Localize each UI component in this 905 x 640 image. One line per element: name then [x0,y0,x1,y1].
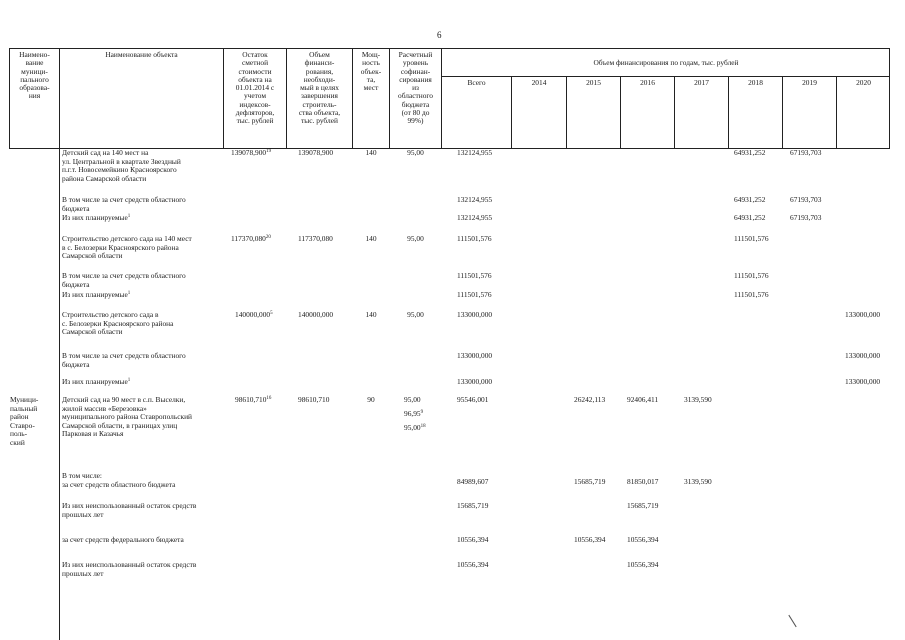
remaining-cost-value: 98610,710$^{16}$ [235,395,272,404]
total-value: 111501,576 [457,234,492,243]
year-2020-value: 133000,000 [845,351,881,360]
page-number: 6 [437,30,442,40]
object-name: Из них планируемые$^1$ [62,290,131,299]
year-2018-value: 111501,576 [734,234,769,243]
year-2016-value: 10556,394 [627,535,659,544]
capacity-value: 90 [367,395,375,404]
financing-volume-value: 98610,710 [298,395,330,404]
year-2017-value: 3139,590 [684,477,712,486]
header-year-2019: 2019 [802,78,817,87]
object-name: В том числе за счет средств областного бюджета [62,195,186,213]
year-2016-value: 10556,394 [627,560,659,569]
header-capacity: Мощ- ность объек- та, мест [360,50,382,93]
total-value: 133000,000 [457,351,493,360]
header-object: Наименование объекта [105,50,178,59]
total-value: 95546,001 [457,395,489,404]
object-name: за счет средств федерального бюджета [62,535,184,544]
total-value: 15685,719 [457,501,489,510]
header-financing-volume: Объем финанси- рования, необходи- мый в целях завершения строитель- ства объекта, тыс. рублей [298,50,341,126]
header-year-2018: 2018 [748,78,763,87]
years-header-divider [441,76,890,77]
cofinancing-level-value: 95,00 [407,148,424,157]
year-2019-value: 67193,703 [790,195,822,204]
year-2015-value: 26242,113 [574,395,606,404]
cofinancing-level-value: 96,95$^9$ [404,409,424,418]
capacity-value: 140 [365,148,377,157]
header-financing-by-years: Объем финансирования по годам, тыс. рублей [593,58,739,67]
header-year-2016: 2016 [640,78,655,87]
scan-mark [788,615,796,627]
header-year-2020: 2020 [856,78,871,87]
financing-volume-value: 139078,900 [298,148,334,157]
year-2018-value: 64931,252 [734,195,766,204]
year-2019-value: 67193,703 [790,148,822,157]
municipality-name: Муници- пальный район Ставро- поль- ский [10,395,39,447]
year-2015-value: 15685,719 [574,477,606,486]
year-2016-value: 81850,017 [627,477,659,486]
year-2018-value: 64931,252 [734,213,766,222]
total-value: 133000,000 [457,377,493,386]
cofinancing-level-value: 95,00$^{18}$ [404,423,426,432]
header-cofinancing-level: Расчетный уровень софинан- сирования из областного бюджета (от 80 до 99%) [398,50,433,126]
column-divider [59,48,60,640]
total-value: 10556,394 [457,535,489,544]
object-name: Детский сад на 140 мест на ул. Центральной в квартале Звездный п.г.т. Новосемейкино Красноярского района Самарской области [62,148,181,183]
year-2020-value: 133000,000 [845,377,881,386]
header-year-2015: 2015 [586,78,601,87]
year-2017-value: 3139,590 [684,395,712,404]
cofinancing-level-value: 95,00 [407,310,424,319]
total-value: 111501,576 [457,290,492,299]
object-name: В том числе за счет средств областного бюджета [62,271,186,289]
object-name: В том числе: за счет средств областного бюджета [62,471,176,489]
total-value: 84989,607 [457,477,489,486]
object-name: Строительство детского сада в с. Белозерки Красноярского района Самарской области [62,310,174,337]
year-2018-value: 64931,252 [734,148,766,157]
header-total: Всего [467,78,486,87]
total-value: 111501,576 [457,271,492,280]
year-2015-value: 10556,394 [574,535,606,544]
object-name: Из них планируемые$^1$ [62,377,131,386]
year-2018-value: 111501,576 [734,290,769,299]
header-year-2017: 2017 [694,78,709,87]
total-value: 133000,000 [457,310,493,319]
year-2016-value: 15685,719 [627,501,659,510]
financing-volume-value: 140000,000 [298,310,334,319]
total-value: 132124,955 [457,195,493,204]
header-year-2014: 2014 [531,78,547,87]
year-2018-value: 111501,576 [734,271,769,280]
capacity-value: 140 [365,234,377,243]
object-name: Из них неиспользованный остаток средств прошлых лет [62,501,197,519]
object-name: Из них неиспользованный остаток средств прошлых лет [62,560,197,578]
capacity-value: 140 [365,310,377,319]
object-name: Детский сад на 90 мест в с.п. Выселки, жилой массив «Березовка» муниципального района Ставропольский Самарской области, в границах улиц Парковая и Казачья [62,395,193,439]
remaining-cost-value: 139078,900$^{19}$ [231,148,272,157]
header-remaining-cost: Остаток сметной стоимости объекта на 01.01.2014 с учетом индексов- дефляторов, тыс. рублей [235,50,275,126]
object-name: Строительство детского сада на 140 мест в с. Белозерки Красноярского района Самарской области [62,234,192,261]
cofinancing-level-value: 95,00 [407,234,424,243]
total-value: 132124,955 [457,213,493,222]
cofinancing-level-value: 95,00 [404,395,421,404]
header-municipality: Наимено- вание муници- пального образова- ния [19,50,50,101]
remaining-cost-value: 117370,080$^{20}$ [231,234,271,243]
total-value: 132124,955 [457,148,493,157]
object-name: В том числе за счет средств областного бюджета [62,351,186,369]
remaining-cost-value: 140000,000$^5$ [235,310,273,319]
financing-volume-value: 117370,080 [298,234,333,243]
year-2020-value: 133000,000 [845,310,881,319]
object-name: Из них планируемые$^1$ [62,213,131,222]
total-value: 10556,394 [457,560,489,569]
year-2016-value: 92406,411 [627,395,659,404]
year-2019-value: 67193,703 [790,213,822,222]
